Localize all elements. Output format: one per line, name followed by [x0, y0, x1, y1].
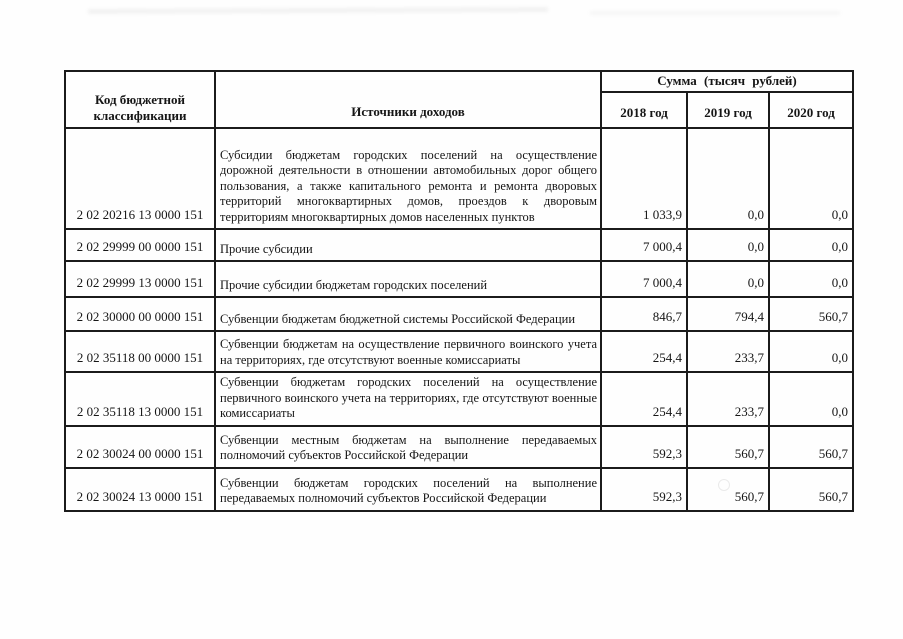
- budget-revenue-table: [64, 70, 854, 512]
- code-cell: 2 02 29999 13 0000 151: [65, 261, 215, 297]
- amount-2020-cell: 0,0: [769, 128, 853, 229]
- amount-2018-cell: 592,3: [601, 426, 687, 468]
- source-cell: Субвенции местным бюджетам на выполнение передаваемых полномочий субъектов Российской Федерации: [215, 426, 601, 468]
- table-row: [65, 297, 853, 331]
- amount-2020-cell: 0,0: [769, 372, 853, 426]
- amount-2019-cell: 560,7: [687, 468, 769, 511]
- source-cell: Субвенции бюджетам городских поселений на осуществление первичного воинского учета на территориях, где отсутствуют военные комиссариаты: [215, 372, 601, 426]
- code-cell: 2 02 30000 00 0000 151: [65, 297, 215, 331]
- table-row: [65, 229, 853, 261]
- amount-2019-cell: 0,0: [687, 128, 769, 229]
- amount-2020-cell: 560,7: [769, 468, 853, 511]
- amount-2018-cell: 592,3: [601, 468, 687, 511]
- amount-2018-cell: 7 000,4: [601, 229, 687, 261]
- amount-2019-cell: 233,7: [687, 372, 769, 426]
- table-row: [65, 331, 853, 372]
- amount-2018-cell: 254,4: [601, 331, 687, 372]
- table-row: [65, 128, 853, 229]
- amount-2019-cell: 0,0: [687, 261, 769, 297]
- table-row: [65, 261, 853, 297]
- amount-2019-cell: 794,4: [687, 297, 769, 331]
- header-row-group: [65, 71, 853, 92]
- amount-2020-cell: 0,0: [769, 331, 853, 372]
- code-cell: 2 02 35118 00 0000 151: [65, 331, 215, 372]
- amount-2018-cell: 254,4: [601, 372, 687, 426]
- amount-2020-cell: 0,0: [769, 261, 853, 297]
- header-year-2018: 2018 год: [601, 92, 687, 128]
- amount-2018-cell: 1 033,9: [601, 128, 687, 229]
- amount-2018-cell: 7 000,4: [601, 261, 687, 297]
- source-cell: Субвенции бюджетам городских поселений на выполнение передаваемых полномочий субъектов Российской Федерации: [215, 468, 601, 511]
- amount-2019-cell: 233,7: [687, 331, 769, 372]
- source-cell: Прочие субсидии: [215, 229, 601, 261]
- amount-2019-cell: 0,0: [687, 229, 769, 261]
- source-cell: Прочие субсидии бюджетам городских поселений: [215, 261, 601, 297]
- header-amount-group: Сумма (тысяч рублей): [601, 71, 853, 92]
- code-cell: 2 02 35118 13 0000 151: [65, 372, 215, 426]
- amount-2020-cell: 560,7: [769, 426, 853, 468]
- table-row: [65, 468, 853, 511]
- amount-2020-cell: 560,7: [769, 297, 853, 331]
- scan-streak-artifact: [590, 11, 840, 15]
- scan-streak-artifact: [88, 7, 548, 14]
- amount-2019-cell: 560,7: [687, 426, 769, 468]
- amount-2018-cell: 846,7: [601, 297, 687, 331]
- source-cell: Субвенции бюджетам бюджетной системы Российской Федерации: [215, 297, 601, 331]
- amount-2020-cell: 0,0: [769, 229, 853, 261]
- code-cell: 2 02 30024 00 0000 151: [65, 426, 215, 468]
- code-cell: 2 02 30024 13 0000 151: [65, 468, 215, 511]
- header-year-2020: 2020 год: [769, 92, 853, 128]
- code-cell: 2 02 29999 00 0000 151: [65, 229, 215, 261]
- source-cell: Субсидии бюджетам городских поселений на осуществление дорожной деятельности в отношении автомобильных дорог общего пользования, а также капитального ремонта и ремонта дворовых территорий многоквартирных домов, проездов к дворовым территориям многоквартирных домов населенных пунктов: [215, 128, 601, 229]
- header-code-column: Код бюджетной классификации: [65, 71, 215, 128]
- code-cell: 2 02 20216 13 0000 151: [65, 128, 215, 229]
- header-year-2019: 2019 год: [687, 92, 769, 128]
- source-cell: Субвенции бюджетам на осуществление первичного воинского учета на территориях, где отсутствуют военные комиссариаты: [215, 331, 601, 372]
- table-row: [65, 426, 853, 468]
- table-row: [65, 372, 853, 426]
- header-source-column: Источники доходов: [215, 71, 601, 128]
